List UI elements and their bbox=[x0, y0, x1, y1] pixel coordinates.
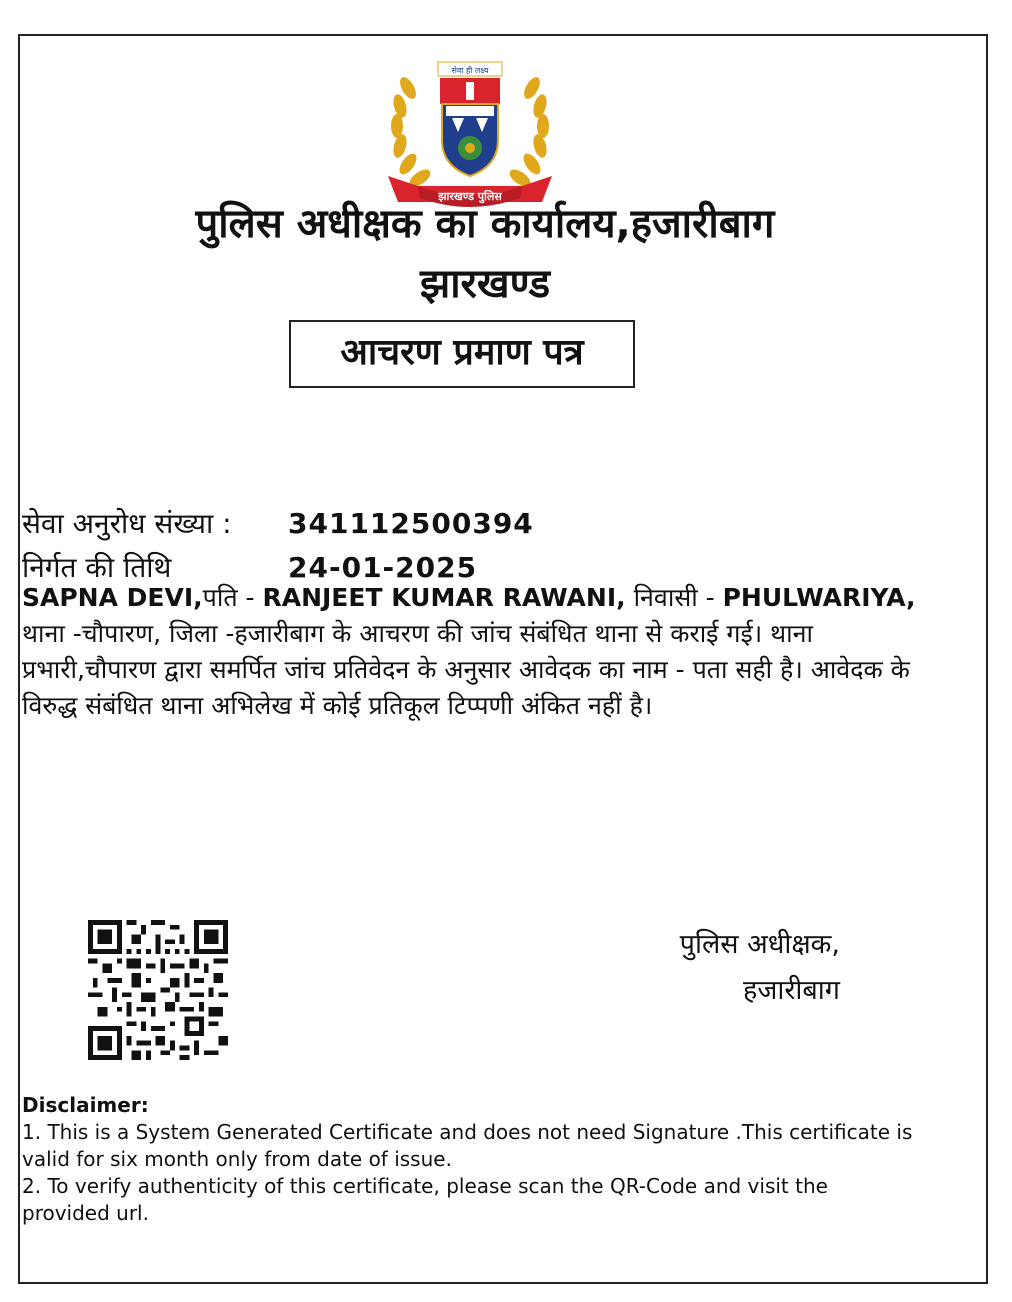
certificate-title: आचरण प्रमाण पत्र bbox=[289, 320, 635, 388]
jharkhand-police-emblem-icon bbox=[370, 48, 570, 218]
office-title: पुलिस अधीक्षक का कार्यालय,हजारीबाग bbox=[195, 201, 775, 247]
applicant-name: SAPNA DEVI, bbox=[22, 583, 203, 612]
village-name: PHULWARIYA, bbox=[722, 583, 916, 612]
disclaimer-line-1: 1. This is a System Generated Certificate and does not need Signature .This certificate is valid for six month only from date of issue. bbox=[22, 1120, 913, 1171]
issue-date-label: निर्गत की तिथि bbox=[22, 551, 172, 584]
disclaimer-heading: Disclaimer: bbox=[22, 1093, 149, 1117]
emblem-banner: झारखण्ड पुलिस bbox=[438, 190, 502, 203]
certificate-body bbox=[22, 580, 922, 724]
qr-code-icon[interactable] bbox=[88, 920, 228, 1060]
issue-date-value: 24-01-2025 bbox=[288, 551, 478, 584]
signatory-place: हजारीबाग bbox=[742, 975, 840, 1006]
request-number-row bbox=[22, 504, 534, 544]
request-number-value: 341112500394 bbox=[288, 507, 534, 540]
emblem-motto: सेवा ही लक्ष्य bbox=[451, 66, 489, 75]
resident-label: निवासी - bbox=[625, 583, 723, 612]
disclaimer-line-2: 2. To verify authenticity of this certificate, please scan the QR-Code and visit the provided url. bbox=[22, 1174, 828, 1225]
relation-name: RANJEET KUMAR RAWANI, bbox=[262, 583, 626, 612]
disclaimer-block bbox=[22, 1092, 922, 1227]
body-statement: थाना -चौपारण, जिला -हजारीबाग के आचरण की जांच संबंधित थाना से कराई गई। थाना प्रभारी,चौपारण द्वारा समर्पित जांच प्रतिवेदन के अनुसार आवेदक का नाम - पता सही है। आवेदक के विरुद्ध संबंधित थाना अभिलेख में कोई प्रतिकूल टिप्पणी अंकित नहीं है। bbox=[22, 619, 910, 720]
signatory-designation: पुलिस अधीक्षक, bbox=[679, 929, 840, 960]
relation-label: पति - bbox=[202, 583, 263, 612]
signatory-block bbox=[560, 922, 840, 1014]
office-state: झारखण्ड bbox=[419, 261, 551, 307]
request-number-label: सेवा अनुरोध संख्या : bbox=[22, 507, 232, 540]
